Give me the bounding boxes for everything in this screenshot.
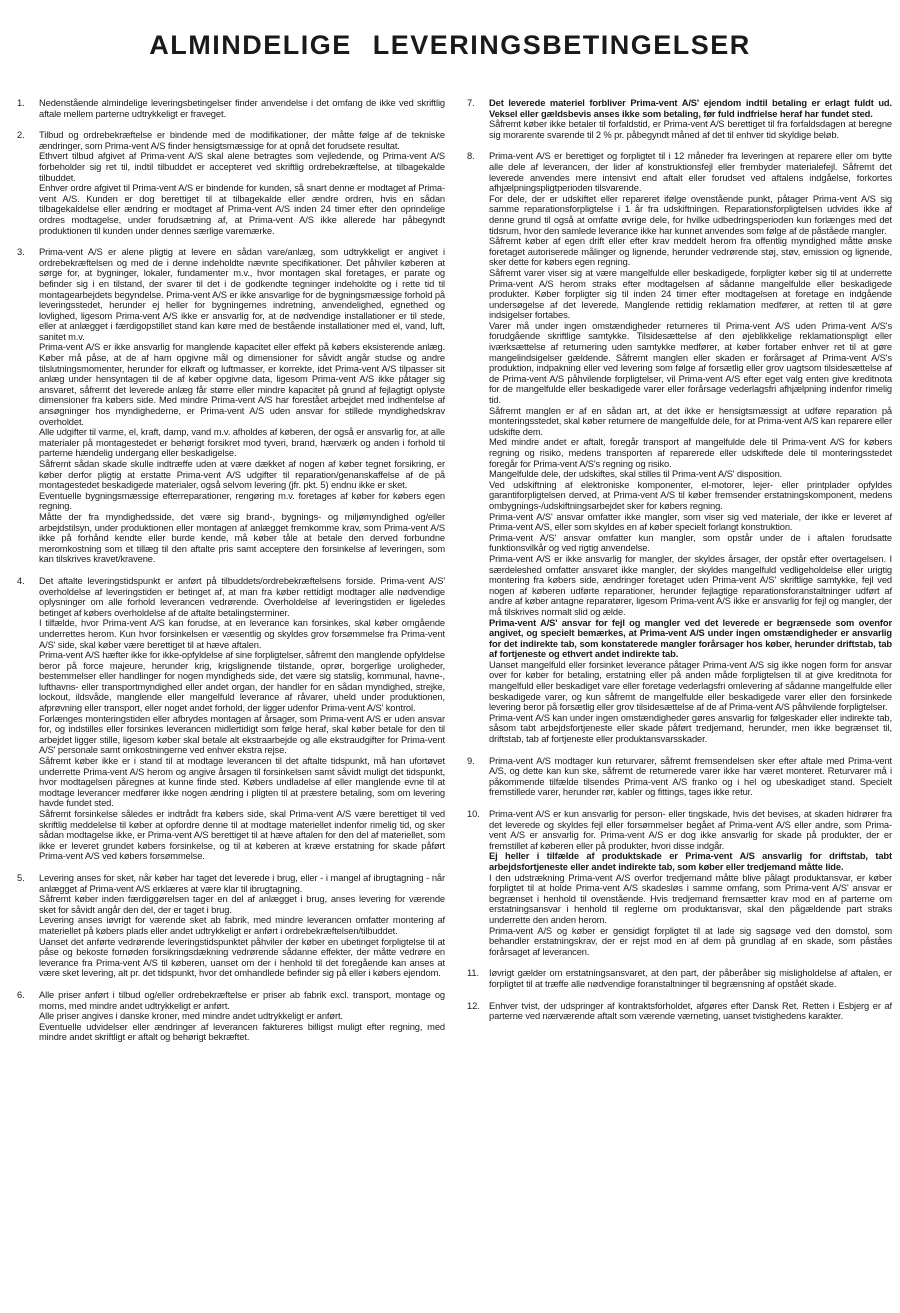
- term-number: 8.: [467, 151, 475, 162]
- term-body: [39, 247, 445, 565]
- term-paragraph: For dele, der er udskiftet eller repareret ifølge ovenstående punkt, påtager Prima-vent A/S sig samme reparationsforpligtelse i 1 år fra udskiftningen. Reparationsforpligtelsen udvides ikke af denne grund til også at omfatte øvrige dele, for hvilke udbedringsperioden kun forlænges med det tidsrum, hvor den samlede leverance ikke har kunnet anvendes som følge af de påståede mangler.: [489, 193, 892, 236]
- term-paragraph: Prima-vent A/S er alene pligtig at levere en sådan vare/anlæg, som udtrykkeligt er angivet i ordrebekræftelsen og med de i denne indeholdte nævnte specifikationer. Det påhviler køberen at sørge for, at bygninger, lokaler, fundamenter m.v., hvor montagen skal foretages, er parate og befinder sig i en tilstand, der svarer til det i de godkendte tegninger indeholdte og i rette tid til montagearbejdets begyndelse. Prima-vent A/S er ikke ansvarlige for de bygningsmæssige forhold på leveringsstedet, herunder ej heller for bygningernes indretning, anvendelighed, egnethed og lovlighed, ligesom Prima-vent A/S ikke er ansvarlig for, at de nødvendige installationer er til stede, eller at anlægget i færdigopstillet stand kan køre med de bestående installationer med el, vand, luft, sanitet m.v.: [39, 247, 445, 342]
- term-body: [489, 1001, 892, 1022]
- term-body: [39, 130, 445, 236]
- term-body: [489, 756, 892, 798]
- terms-column-right: [467, 98, 892, 1033]
- term-paragraph: Prima-vent A/S og køber er gensidigt forpligtet til at lade sig sagsøge ved den domstol, som behandler erstatningskrav, der er rejst mod en af dem på grundlag af en skade, som påståes forårsaget af leverancen.: [489, 925, 892, 957]
- term-paragraph: Eventuelle bygningsmæssige efterreparationer, rengøring m.v. foretages af køber for købers egen regning.: [39, 490, 445, 512]
- term-body: [489, 151, 892, 744]
- term-paragraph: Enhver tvist, der udspringer af kontraktsforholdet, afgøres efter Dansk Ret. Retten i Esbjerg er af parterne ved nærværende aftalt som værende værneting, uanset tvistighedens karakter.: [489, 1000, 892, 1022]
- term-paragraph: Såfremt køber ikke er i stand til at modtage leverancen til det aftalte tidspunkt, må han ufortøvet underrette Prima-vent A/S herom og angive årsagen til forsinkelsen samt såvidt muligt det tidspunkt, hvor modtagelsen påregnes at kunne finde sted. Købers undladelse af eller manglende evne til at modtage leverancer medfører ikke nogen ændring i pligten til at præstere betaling, som om levering havde fundet sted.: [39, 756, 445, 809]
- term-section: [17, 247, 445, 565]
- term-section: [17, 990, 445, 1043]
- term-paragraph: Enhver ordre afgivet til Prima-vent A/S er bindende for kunden, så snart denne er modtaget af Prima-vent A/S. Kunden er dog berettiget til at tilbagekalde eller ændre ordren, hvis en sådan tilbagekaldelse eller ændring er modtaget af Prima-vent A/S inden 24 timer efter den oprindelige ordres modtagelse, under forudsætning af, at Prima-vent A/S ikke allerede har påbegyndt produktionen til kunden under dennes særlige varemærke.: [39, 183, 445, 236]
- term-section: [17, 576, 445, 862]
- term-number: 3.: [17, 247, 25, 258]
- term-section: [17, 98, 445, 119]
- term-paragraph: Prima-vent A/S' ansvar omfatter kun mangler, som opstår under de i aftalen forudsatte funktionsvilkår og ved rigtig anvendelse.: [489, 532, 892, 554]
- term-paragraph: I den udstrækning Prima-vent A/S overfor tredjemand måtte blive pålagt produktansvar, er køber forpligtet til at holde Prima-vent A/S skadesløs i samme omfang, som Prima-vent A/S' ansvar er begrænset i henhold til ovenstående. Hvis tredjemand fremsætter krav mod en af parterne om erstatningsansvar i henhold til reglerne om produktansvar, skal den pågældende part straks underrette den anden herom.: [489, 872, 892, 925]
- term-paragraph-bold: Det leverede materiel forbliver Prima-vent A/S' ejendom indtil betaling er erlagt fuldt ud. Veksel eller gældsbevis anses ikke som betaling, før fuld indfrielse heraf har fundet sted.: [489, 98, 892, 119]
- term-paragraph: Ved udskiftning af elektroniske komponenter, el-motorer, lejer- eller printplader opfyldes garantiforpligtelsen derved, at Prima-vent A/S til køber fremsender erstatningskomponent, medens ombygnings-/udskiftningsarbejdet sker for købers regning.: [489, 479, 892, 511]
- term-section: [17, 130, 445, 236]
- term-body: [489, 968, 892, 989]
- term-paragraph: Prima-vent A/S kan under ingen omstændigheder gøres ansvarlig for følgeskader eller indirekte tab, såsom tabt arbejdsfortjeneste eller skade påført tredjemand, herunder, men ikke begrænset til, driftstab, tab af fortjeneste eller produktansvarsskader.: [489, 712, 892, 745]
- term-paragraph: Prima-vent A/S er ikke ansvarlig for mangler, der skyldes årsager, der opstår efter overtagelsen. I særdeleshed omfatter ansvaret ikke mangler, der skyldes mangelfuld vedligeholdelse eller urigtig montering fra købers side, ændringer foretaget uden Prima-vent A/S' skriftlige samtykke, fejl ved nogen af køberen udførte reparationer, herunder fejlagtige reparationsforanstaltninger udført af andre af køber antagne reparatører, ligesom Prima-vent A/S ikke er ansvarlig for fejl og mangler, der må tilskrives normalt slid og ælde.: [489, 553, 892, 617]
- term-number: 5.: [17, 872, 25, 883]
- term-paragraph: Tilbud og ordrebekræftelse er bindende med de modifikationer, der måtte følge af de tekniske ændringer, som Prima-vent A/S finder hensigtsmæssige for at opnå det forudsete resultat.: [39, 130, 445, 151]
- term-number: 4.: [17, 575, 25, 586]
- term-paragraph: Prima-vent A/S er berettiget og forpligtet til i 12 måneder fra leveringen at reparere eller om bytte alle dele af leverancen, der lider af konstruktionsfejl eller frembyder materialefejl. Såfremt det leverede anvendes mere intensivt end aftalt eller forudset ved aftalens indgåelse, forkortes afhjælpningspligtperioden tilsvarende.: [489, 151, 892, 194]
- term-number: 11.: [467, 968, 479, 979]
- term-paragraph: Såfremt køber inden færdiggørelsen tager en del af anlægget i brug, anses levering for værende sket for såvidt angår den del, der er taget i brug.: [39, 894, 445, 915]
- term-body: [39, 576, 445, 862]
- term-body: [489, 98, 892, 140]
- term-section: [467, 968, 892, 989]
- term-number: 1.: [17, 98, 25, 108]
- term-paragraph: Nedenstående almindelige leveringsbetingelser finder anvendelse i det omfang de ikke ved skriftlig aftale mellem parterne udtrykkeligt er fraveget.: [39, 98, 445, 119]
- term-paragraph: Iøvrigt gælder om erstatningsansvaret, at den part, der påberåber sig misligholdelse af aftalen, er forpligtet til at træffe alle nødvendige foranstaltninger til begrænsning af opståét skade.: [489, 968, 892, 989]
- term-section: [467, 98, 892, 140]
- term-paragraph: Forlænges monteringstiden eller afbrydes montagen af årsager, som Prima-vent A/S er uden ansvar for, og indstilles eller forsinkes leverancen midlertidigt som følge heraf, skal køber betale for den til arbejdet ligger stille, ligesom køber skal betale alt ekstraarbejde og alle ekstraudgifter for Prima-vent A/S' personale samt omkostningerne ved enhver ekstra rejse.: [39, 713, 445, 756]
- term-section: [467, 756, 892, 798]
- term-number: 10.: [467, 809, 480, 819]
- term-paragraph: Varer må under ingen omstændigheder returneres til Prima-vent A/S uden Prima-vent A/S's forudgående skriftlige samtykke. Tilsidesættelse af den øjeblikkelige reklamationspligt eller iværksættelse af returnering uden samtykke medfører, at køber fortaber enhver ret til at gøre mangelindsigelser gældende. Såfremt manglen eller skaden er forårsaget af Prima-vent A/S's produktion, indpakning eller ved levering som følge af forsætlig eller grov uagtsom tilsidesættelse af de Prima-vent A/S påhvilende forpligtelser, vil Prima-vent A/S efter eget valg enten give kreditnota for de mangelfulde eller beskadigede varer eller forårsage vederlagsfri afhjælpning indenfor rimelig tid.: [489, 320, 892, 406]
- term-paragraph: Prima-vent A/S er ikke ansvarlig for manglende kapacitet eller effekt på købers eksisterende anlæg. Køber må påse, at de af ham opgivne mål og dimensioner for såvidt angår studse og andre tilslutningsmomenter, herunder for elkraft og luftmasser, er korrekte, idet Prima-vent A/S tilpasser sit anlæg under hensyntagen til de af køber opgivne data, ligesom Prima-vent A/S ikke påtager sig ansvaret, såfremt det leverede anlæg får større eller mindre kapacitet på grund af fejlagtigt oplyste dimensioner fra købers side. Med mindre Prima-vent A/S har forestået arbejdet med indhentelse af ansøgninger hos myndighederne, er Prima-vent A/S uden ansvar for stillede myndighedskrav overholdet.: [39, 342, 445, 427]
- term-paragraph: Prima-vent A/S hæfter ikke for ikke-opfyldelse af sine forpligtelser, såfremt den manglende opfyldelse beror på force majeure, herunder krig, krigslignende tilstande, oprør, borgerlige uroligheder, bestemmelser eller handlinger for nogen myndigheds side, det være sig statslig, kommunal, havne-, lufthavns- eller transportmyndighed eller andet organ, der handler for en sådan myndighed, strejke, lockout, ildsvåde, manglende eller mangelfuld leverance af råvarer, uheld under produktionen, afprøvning eller transport, eller noget andet forhold, der ligger udenfor Prima-vent A/S' kontrol.: [39, 650, 445, 714]
- term-paragraph-bold: Prima-vent A/S' ansvar for fejl og mangler ved det leverede er begrænsede som ovenfor angivet, og specielt bemærkes, at Prima-vent A/S under ingen omstændigheder er ansvarlig for det indirekte tab, som konstaterede mangler forårsager hos køber, herunder driftstab, tab af fortjeneste og ethvert andet indirekte tab.: [489, 617, 892, 660]
- term-paragraph: Prima-vent A/S' ansvar omfatter ikke mangler, som viser sig ved materiale, der ikke er leveret af Prima-vent A/S, eller som skyldes en af køber specielt forlangt konstruktion.: [489, 511, 892, 533]
- term-number: 9.: [467, 755, 475, 766]
- term-section: [467, 809, 892, 957]
- term-paragraph: I tilfælde, hvor Prima-vent A/S kan forudse, at en leverance kan forsinkes, skal køber omgående underrettes herom. Kun hvor forsinkelsen er væsentlig og skyldes grov forsømmelse fra Prima-vent A/S' side, skal køber være berettiget til at hæve aftalen.: [39, 618, 445, 650]
- term-section: [467, 1001, 892, 1022]
- term-paragraph: Alle udgifter til varme, el, kraft, damp, vand m.v. afholdes af køberen, der også er ansvarlig for, at alle materialer på montagestedet er behørigt forsikret mod tyveri, brand, hærværk og anden i forhold til parterne hændelig undergang eller beskadigelse.: [39, 427, 445, 459]
- term-paragraph: Prima-vent A/S modtager kun returvarer, såfremt fremsendelsen sker efter aftale med Prima-vent A/S, og dette kan kun ske, såfremt de returnerede varer ikke har været monteret. Returvarer må i påkommende tilfælde tilsendes Prima-vent A/S franko og i hel og ubeskadiget stand. Specielt fremstillede varer, herunder rør, kabler og fittings, tages ikke retur.: [489, 755, 892, 798]
- term-number: 7.: [467, 98, 475, 108]
- term-paragraph: Såfremt manglen er af en sådan art, at det ikke er hensigtsmæssigt at udføre reparation på monteringsstedet, skal køber returnere de mangelfulde dele, for at Prima-vent A/S kan reparere eller udskifte dem.: [489, 405, 892, 437]
- term-number: 2.: [17, 130, 25, 141]
- term-section: [467, 151, 892, 744]
- term-paragraph: Ethvert tilbud afgivet af Prima-vent A/S skal alene betragtes som vejledende, og Prima-vent A/S forbeholder sig ret til, indtil tilbuddet er accepteret ved skriftlig ordrebekræftelse, at tilbagekalde tilbuddet.: [39, 151, 445, 183]
- terms-column-left: [17, 98, 445, 1054]
- term-paragraph: Uanset mangelfuld eller forsinket leverance påtager Prima-vent A/S sig ikke nogen form for ansvar over for køber for betaling, erstatning eller på anden måde forpligtelsen til at give kreditnota for mangelfuld eller beskadiget vare eller foretage vederlagsfri omlevering af sådanne mangelfulde eller beskadigede varer, og kun såfremt de mangelfulde eller beskadigede varer eller den forsinkede levering beror på forsætlig eller grov tilsidesættelse af de af Prima-vent A/S påhvilende forpligtelser.: [489, 659, 892, 713]
- term-number: 6.: [17, 989, 25, 1000]
- term-paragraph: Måtte der fra myndighedsside, det være sig brand-, bygnings- og miljømyndighed og/eller arbejdstilsyn, under produktionen eller montagen af anlægget fremkomme krav, som Prima-vent A/S ikke på forhånd kendte eller burde kende, må køber tåle at betale den derved forbundne meromkostning som et tillæg til den aftalte pris samt acceptere den forsinkelse af leveringen, som kan tilskrives kravet/kravene.: [39, 511, 445, 565]
- term-body: [39, 98, 445, 119]
- term-paragraph: Levering anses for sket, når køber har taget det leverede i brug, eller - i mangel af ibrugtagning - når anlægget af Prima-vent A/S erklæres at være klar til ibrugtagning.: [39, 872, 445, 894]
- term-section: [17, 873, 445, 979]
- term-paragraph: Eventuelle udvidelser eller ændringer af leverancen faktureres billigst muligt efter regning, med mindre andet skriftligt er aftalt og behørigt bekræftet.: [39, 1021, 445, 1043]
- term-paragraph: Prima-vent A/S er kun ansvarlig for person- eller tingskade, hvis det bevises, at skaden hidrører fra det leverede og skyldes fejl eller forsømmelser begået af Prima-vent A/S eller andre, som Prima-vent A/S er ansvarlig for. Prima-vent A/S er dog ikke ansvarlig for skade på produkter, der er fremstillet af køberen eller på produkter, hvori disse indgår.: [489, 809, 892, 851]
- term-paragraph: Med mindre andet er aftalt, foregår transport af mangelfulde dele til Prima-vent A/S for købers regning og risiko, medens transporten af reparerede eller udskiftede dele til monteringsstedet foregår for Prima-vent A/S's regning og risiko.: [489, 437, 892, 469]
- term-number: 12.: [467, 1000, 480, 1011]
- term-paragraph: Levering anses iøvrigt for værende sket ab fabrik, med mindre leverancen omfatter montering af materiellet på købers plads eller andet udtrykkeligt er anført i ordrebekræftelsen/tilbuddet.: [39, 915, 445, 936]
- term-paragraph: Alle priser anført i tilbud og/eller ordrebekræftelse er priser ab fabrik excl. transport, montage og moms, med mindre andet udtrykkeligt er anført.: [39, 989, 445, 1011]
- term-paragraph: Uanset det anførte vedrørende leveringstidspunktet påhviler der køber en ubetinget forpligtelse til at påse og bekoste fornøden forsikringsdækning vedrørende sådanne effekter, der måtte vedrøre en leverance fra Prima-vent A/S til køberen, uanset om der i henhold til det foregående kan anses at være sket levering, alt pr. det tidspunkt, hvor det omhandlede befinder sig på eller i købers ejendom.: [39, 936, 445, 979]
- term-paragraph: Såfremt forsinkelse således er indtrådt fra købers side, skal Prima-vent A/S være berettiget til ved skriftlig meddelelse til køber at opfordre denne til at modtage materiellet indenfor rimelig tid, og sker sådan modtagelse ikke, er Prima-vent A/S berettiget til at hæve aftalen for den del af materiellet, som ikke er leveret grundet købers forsinkelse, og til at køberen at kræve erstatning for skade påført Prima-vent A/S ved købers forsømmelse.: [39, 809, 445, 862]
- page-title: ALMINDELIGE LEVERINGSBETINGELSER: [149, 30, 751, 60]
- term-paragraph: Såfremt sådan skade skulle indtræffe uden at være dækket af nogen af køber tegnet forsikring, er køber derfor pligtig at erstatte Prima-vent A/S udgifter til reparation/genanskaffelse af de på montagestedet beskadigede materialer, også selvom levering (jfr. pkt. 5) endnu ikke er sket.: [39, 459, 445, 491]
- term-body: [489, 809, 892, 957]
- term-paragraph: Det aftalte leveringstidspunkt er anført på tilbuddets/ordrebekræftelsens forside. Prima-vent A/S' overholdelse af leveringstiden er betinget af, at man fra køber rettidigt modtager alle nødvendige oplysninger om alle forhold leverancen vedrørende. Overholdelse af leveringstiden er ligeledes betinget af købers overholdelse af de aftalte betalingsterminer.: [39, 575, 445, 618]
- term-paragraph-bold: Ej heller i tilfælde af produktskade er Prima-vent A/S ansvarlig for driftstab, tabt arbejdsfortjeneste eller andet indirekte tab, som køber eller tredjemand måtte lide.: [489, 851, 892, 872]
- term-body: [39, 873, 445, 979]
- term-body: [39, 990, 445, 1043]
- term-paragraph: Alle priser angives i danske kroner, med mindre andet udtrykkeligt er anført.: [39, 1011, 343, 1022]
- term-paragraph: Mangelfulde dele, der udskiftes, skal stilles til Prima-vent A/S' disposition.: [489, 469, 783, 480]
- term-paragraph: Såfremt køber ikke betaler til forfaldstid, er Prima-vent A/S berettiget til fra forfaldsdagen at beregne sig morarente svarende til 2 % pr. påbegyndt måned af det til enhver tid skyldige beløb.: [489, 119, 892, 140]
- term-paragraph: Såfremt køber af egen drift eller efter krav meddelt herom fra offentlig myndighed måtte ønske foretaget autoriserede målinger og lignende, herunder vedrørende støj, støv, emission og lignende, sker dette for købers egen regning.: [489, 236, 892, 268]
- term-paragraph: Såfremt varer viser sig at være mangelfulde eller beskadigede, forpligter køber sig til at underrette Prima-vent A/S herom straks efter modtagelsen af sådanne mangelfulde eller beskadigede produkter. Køber forpligter sig til inden 24 timer efter modtagelsen at foretage en indgående undersøgelse af det leverede. Manglende rettidig reklamation medfører, at retten til at gøre indsigelser fortabes.: [489, 267, 892, 321]
